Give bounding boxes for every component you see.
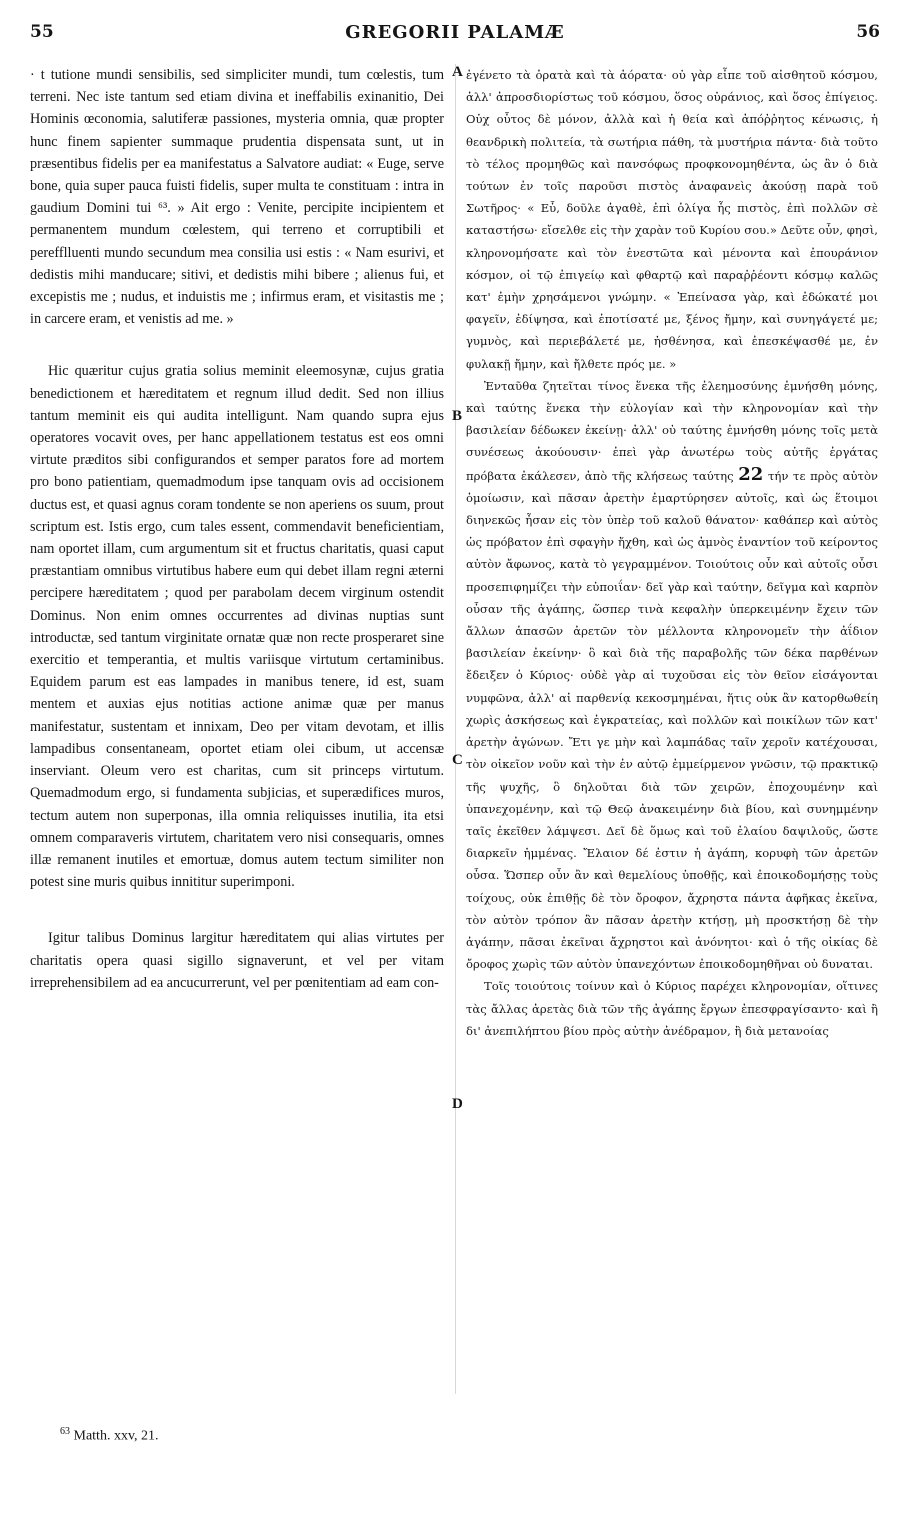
page-header	[30, 22, 880, 48]
footnote-text: Matth. xxv, 21.	[73, 1428, 159, 1444]
margin-letter-d: D	[452, 1096, 463, 1112]
greek-column	[466, 64, 878, 1042]
margin-letter-c: C	[452, 752, 463, 768]
greek-paragraph-1: ἐγένετο τὰ ὁρατὰ καὶ τὰ ἀόρατα· οὐ γὰρ εἶπε τοῦ αἰσθητοῦ κόσμου, ἀλλ' ἀπροσδιορίστως τοῦ κόσμου, ὅσος οὐράνιος, καὶ ὅσος ἐπίγειος. Οὐχ οὗτος δὲ μόνον, ἀλλὰ καὶ ἡ θεία καὶ ἀπόῤῥητος κένωσις, ἡ θεανδρικὴ πολιτεία, τὰ σωτήρια πάθη, τὰ μυστήρια πάντα· διὰ τοῦτο τὸ τέλος προμηθῶς καὶ πανσόφως προφκονομηθέντα, ὡς ἂν ὁ διὰ τούτων ἐν τοῖς παροῦσι πιστὸς ἀναφανεὶς ἀκούσῃ παρὰ τοῦ Σωτῆρος· « Εὖ, δοῦλε ἀγαθὲ, ἐπὶ ὀλίγα ἧς πιστὸς, ἐπὶ πολλῶν σὲ καταστήσω· εἴσελθε εἰς τὴν χαρὰν τοῦ Κυρίου σου.» Δεῦτε οὖν, φησὶ, κληρονομήσατε καὶ τὸν ἐνεστῶτα καὶ μένοντα καὶ ἐπουράνιον κόσμον, οἱ τῷ ἐπιγείῳ καὶ φθαρτῷ καὶ παραῤῥέοντι κόσμῳ καλῶς κατ' ἐμὴν χρησάμενοι γνώμην. « Ἐπείνασα γὰρ, καὶ ἐδώκατέ μοι φαγεῖν, ἐδίψησα, καὶ ἐποτίσατέ με, ξένος ἤμην, καὶ συνηγάγετέ με; γυμνὸς, καὶ περιεβάλετέ με, ἠσθένησα, καὶ ἐπεσκέψασθέ με, ἐν φυλακῇ ἤμην, καὶ ἤλθετε πρός με. »	[466, 68, 878, 371]
latin-column	[30, 64, 444, 994]
footnote-ref: 63	[60, 1426, 70, 1437]
margin-letter-a: A	[452, 64, 463, 80]
latin-paragraph-1: · t tutione mundi sensibilis, sed simpliciter mundi, tum cœlestis, tum terreni. Nec iste tantum sed etiam divina et ineffabilis exinanitio, Dei Hominis œconomia, salutiferæ passiones, mysteria omnia, quæ propter hunc finem sapienter summaque prudentia dispensata sunt, ut in præsentibus fidelis per ea manifestatus a Salvatore audiat: « Euge, serve bone, quia super pauca fuisti fidelis, super multa te constituam : intra in gaudium Domini tui ⁶³. » Ait ergo : Venite, percipite incipientem et permanentem mundum cœlestem, qui terreno et corruptibili et perefflluenti mundo secundum mea consilia usi estis : « Nam esurivi, et dedistis mihi manducare; sitivi, et dedistis mihi bibere ; alienus fui, et excepistis me ; nudus, et induistis me ; infirmus eram, et visitastis me ; in carcere eram, et venistis ad me. »	[30, 67, 444, 328]
greek-paragraph-2	[466, 375, 878, 975]
greek-paragraph-2-start: Ἐνταῦθα ζητεῖται τίνος ἕνεκα τῆς ἐλεημοσύνης ἐμνήσθη μόνης, καὶ ταύτης ἕνεκα τὴν εὐλογίαν καὶ τὴν κληρονομίαν καὶ τὴν βασιλείαν δέδωκεν ἐκείνῃ· ἀλλ' οὐ ταύτης ἐμνήσθη μόνης τοῖς μετὰ συνέσεως ἀκούουσιν· ἐπεὶ γὰρ ἀνωτέρω τοὺς αὐτῆς ἐργάτας πρόβατα ἐκάλεσεν, ἀπὸ τῆς κλήσεως ταύτης	[466, 378, 878, 483]
latin-paragraph-2: Hic quæritur cujus gratia solius meminit eleemosynæ, cujus gratia benedictionem et hæreditatem et regnum illud dedit. Sed non illius tantum meminit eis qui audita intelligunt. Nam quando supra ejus operatores vocavit oves, per hanc appellationem testatus est eos omni virtute præditos sibi configurandos et semper paratos fore ad mortem pro bono patientiam, quemadmodum ipse tanquam ovis ad occisionem ductus est, et quasi agnus coram tondente se non aperiens os suum, prout scriptum est. Istis ergo, cum tales essent, commendavit beneficientiam, nam oportet illam, cum argumentum sit et fructus charitatis, quasi caput præstantiam omnibus virtutibus habere eum qui debet illam regni æterni percipere hæreditatem ; quod per parabolam decem virginum ostendit Dominus. Non enim omnes occurrentes ad divinas nuptias sunt introductæ, sed tantum virginitate ornatæ quæ non recte prosperaret sine exercitio et temperantia, et multis variisque virtutum certaminibus. Equidem parum est eas lampades in manibus tenere, id est, suam mentem et auxias ejus notitias actione animæ quæ per manus manifestatur, sustentam et innixam, Deo per vitam devotam, et illis lampadibus consentaneam, oportet etiam olei cibum, ut accensæ inserviant. Oleum vero est charitas, cum sit princeps virtutum. Quemadmodum ergo, si fundamenta subjicias, et superædifices muros, tectum autem non superponas, illa omnia reliquisses inutilia, ita etsi omnem comparaveris virtutem, charitatem vero nisi consequaris, omnes illæ remanent inutiles et emortuæ, domus autem tectum similiter non potest sine muris quibus innititur superimponi.	[30, 363, 444, 891]
greek-paragraph-3: Τοῖς τοιούτοις τοίνυν καὶ ὁ Κύριος παρέχει κληρονομίαν, οἵτινες τὰς ἄλλας ἀρετὰς διὰ τῶν τῆς ἀγάπης ἔργων ἐπεσφραγίσαντο· καὶ ἢ δι' ἀνεπιλήπτου βίου πρὸς αὐτὴν ἀνέδραμον, ἢ διὰ μετανοίας	[466, 979, 878, 1038]
latin-paragraph-3: Igitur talibus Dominus largitur hæreditatem qui alias virtutes per charitatis opera quasi sigillo signaverunt, et vel per vitam irreprehensibilem ad ea ancucurrerunt, vel per pœnitentiam ad eam con-	[30, 930, 444, 991]
footnote	[60, 1426, 159, 1445]
running-title: GREGORII PALAMÆ	[345, 22, 565, 43]
column-number: 22	[738, 463, 764, 485]
page-number-left: 55	[30, 22, 54, 42]
page-number-right: 56	[856, 22, 880, 42]
greek-paragraph-2-rest: τήν τε πρὸς αὐτὸν ὁμοίωσιν, καὶ πᾶσαν ἀρετὴν ἐμαρτύρησεν αὐτοῖς, καὶ ὡς ἕτοιμοι διηνεκῶς ἦσαν εἰς τὸν ὑπὲρ τοῦ καλοῦ θάνατον· καθάπερ καὶ αὐτὸς ὡς πρόβατον ἐπὶ σφαγὴν ἤχθη, καὶ ὡς ἀμνὸς ἐναντίον τοῦ κείροντος αὐτὸν ἄφωνος, κατὰ τὸ γεγραμμένον. Τοιούτοις οὖν καὶ αὐτοῖς οὖσι προσεπιφημίζει τὴν εὐποιΐαν· δεῖ γὰρ καὶ ταύτην, δεῖγμα καὶ καρπὸν οὖσαν τῆς ἀγάπης, ὥσπερ τινὰ κεφαλὴν ὑπερκειμένην ἔχειν τῶν ἄλλων ἁπασῶν ἀρετῶν τὸν μέλλοντα κληρονομεῖν τὴν ἀΐδιον βασιλείαν ἐκείνην· ὃ καὶ διὰ τῆς παραβολῆς τῶν δέκα παρθένων ἔδειξεν ὁ Κύριος· οὐδὲ γὰρ αἱ τυχοῦσαι εἰς τὸν θεῖον εἰσάγονται νυμφῶνα, ἀλλ' αἱ παρθενίᾳ κεκοσμημέναι, ἥτις οὐκ ἂν κατορθωθείη χωρὶς ἀσκήσεως καὶ ἐγκρατείας, καὶ πολλῶν καὶ ποικίλων τῶν κατ' ἀρετὴν ἀγώνων. Ἔτι γε μὴν καὶ λαμπάδας ταῖν χεροῖν κατέχουσαι, τὸν οἰκεῖον νοῦν καὶ τὴν ἐν αὐτῷ ἐμμείρμενον γνῶσιν, τῷ πρακτικῷ τῆς ψυχῆς, ὃ δηλοῦται διὰ τῶν χειρῶν, ἐποχουμένην καὶ ὑπανεχομένην, καὶ τῷ Θεῷ ἀνακειμένην διὰ βίου, καὶ συνημμένην ταῖς ἐκεῖθεν λάμψεσι. Δεῖ δὲ ὅμως καὶ τοῦ ἐλαίου δαψιλοῦς, ὥστε διαρκεῖν ἡμμένας. Ἔλαιον δέ ἐστιν ἡ ἀγάπη, κορυφὴ τῶν ἀρετῶν οὖσα. Ὥσπερ οὖν ἂν καὶ θεμελίους ὑποθῇς, καὶ ἐποικοδομήσῃς τοὺς τοίχους, οὐκ ἐπιθῇς δὲ τὸν ὄροφον, ἄχρηστα πάντα ἀφῆκας ἐκεῖνα, τὸν αὐτὸν τρόπον ἂν πᾶσαν ἀρετὴν κτήσῃ, μὴ προσκτήσῃ δὲ τὴν ἀγάπην, πᾶσαι ἐκεῖναι ἄχρηστοι καὶ ἀνόνητοι· καὶ ὁ τῆς οἰκίας δὲ ὄροφος χωρὶς τῶν αὐτὸν ὑπανεχόντων ἐποικοδομηθῆναι οὐ δυναται.	[466, 468, 878, 972]
margin-letter-b: B	[452, 408, 463, 424]
column-divider	[455, 64, 456, 1394]
